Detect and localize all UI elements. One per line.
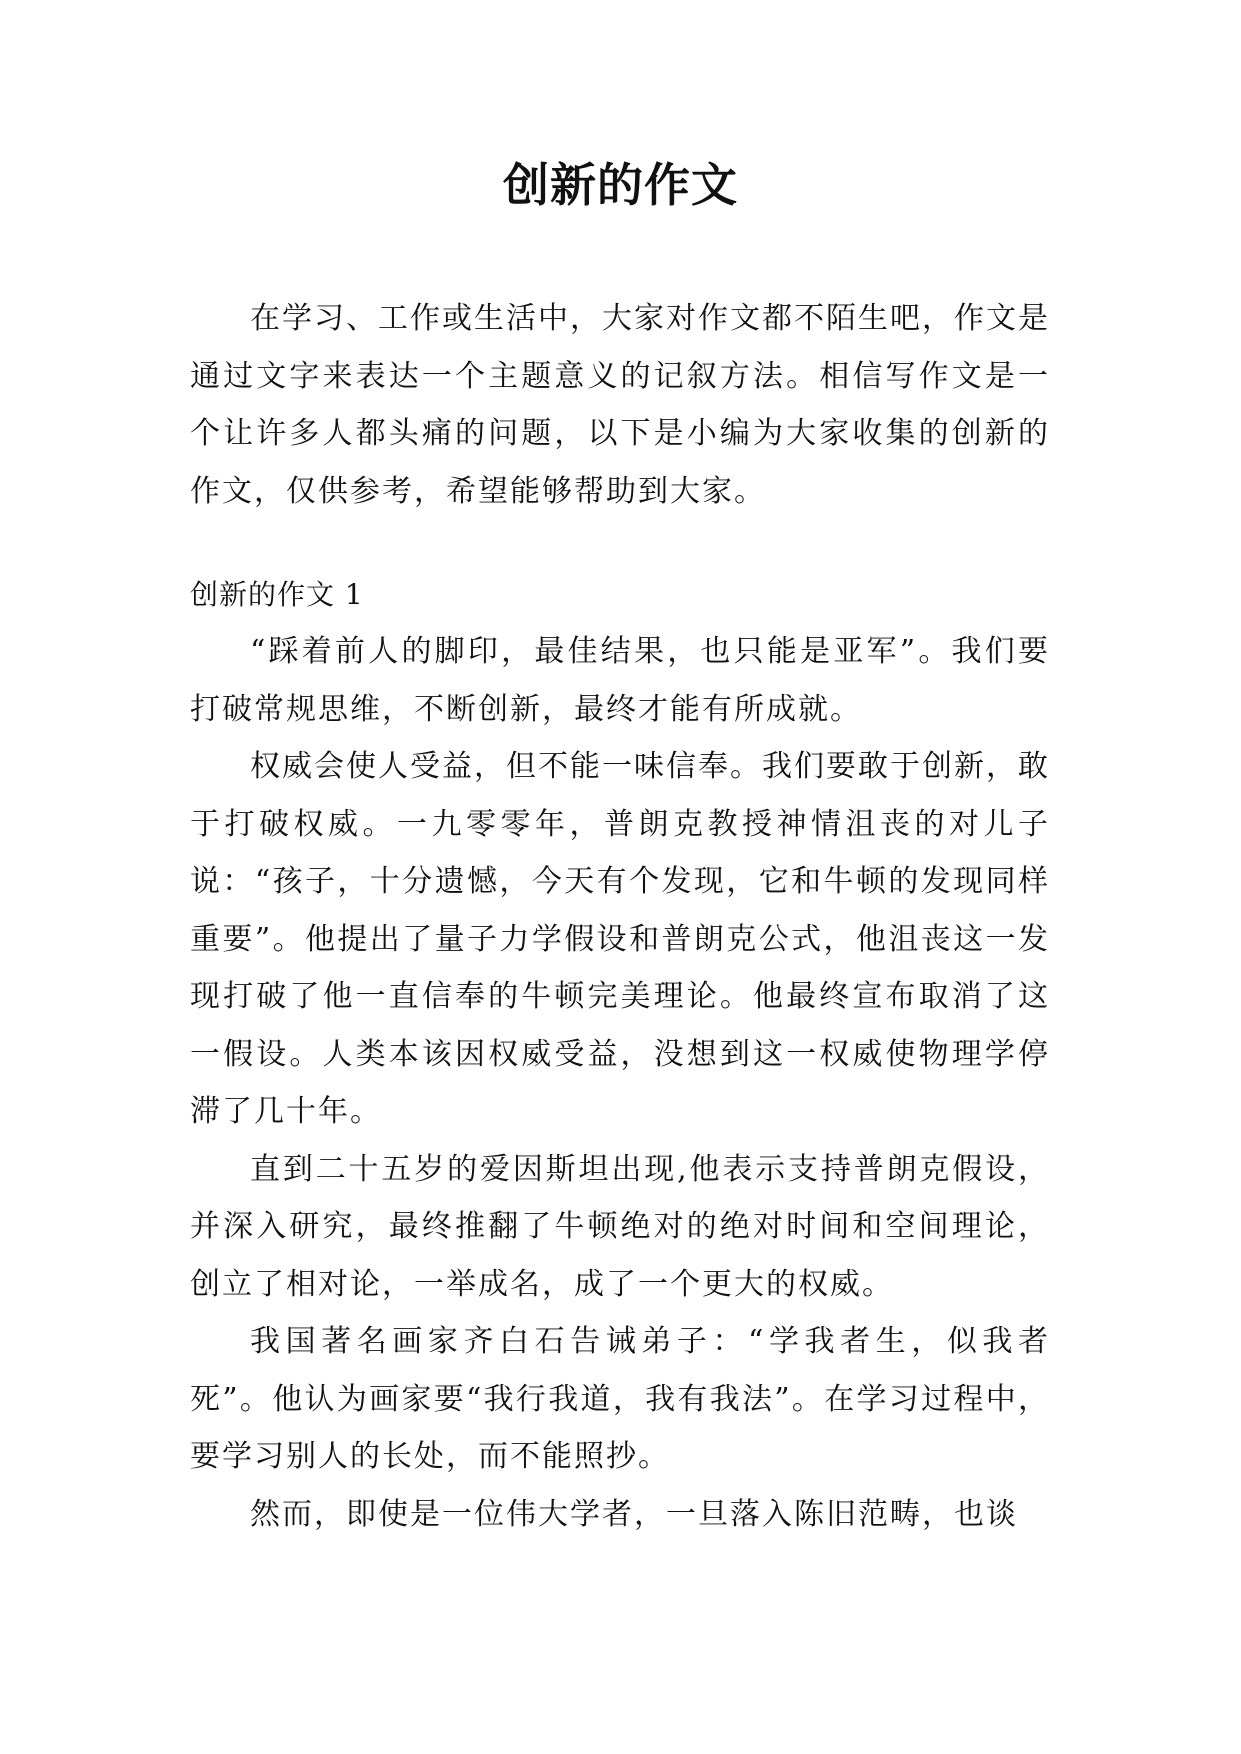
page-title: 创新的作文 — [503, 158, 738, 212]
section-heading: 创新的作文 1 — [190, 578, 364, 611]
intro-paragraph: 在学习、工作或生活中，大家对作文都不陌生吧，作文是通过文字来表达一个主题意义的记叙方法。相信写作文是一个让许多人都头痛的问题，以下是小编为大家收集的创新的作文，仅供参考，希望能够帮助到大家。 — [190, 301, 1050, 509]
body-paragraph: 权威会使人受益，但不能一味信奉。我们要敢于创新，敢于打破权威。一九零零年，普朗克教授神情沮丧的对儿子说：“孩子，十分遗憾，今天有个发现，它和牛顿的发现同样重要”。他提出了量子力学假设和普朗克公式，他沮丧这一发现打破了他一直信奉的牛顿完美理论。他最终宣布取消了这一假设。人类本该因权威受益，没想到这一权威使物理学停滞了几十年。 — [190, 749, 1050, 1129]
body-paragraph: 然而，即使是一位伟大学者，一旦落入陈旧范畴，也谈 — [250, 1496, 1018, 1532]
document-body — [190, 290, 1050, 1543]
body-paragraph: 我国著名画家齐白石告诫弟子：“学我者生，似我者死”。他认为画家要“我行我道，我有我法”。在学习过程中，要学习别人的长处，而不能照抄。 — [190, 1324, 1050, 1474]
body-paragraph: 直到二十五岁的爱因斯坦出现,他表示支持普朗克假设，并深入研究，最终推翻了牛顿绝对的绝对时间和空间理论，创立了相对论，一举成名，成了一个更大的权威。 — [190, 1151, 1050, 1302]
body-paragraph: “踩着前人的脚印，最佳结果，也只能是亚军”。我们要打破常规思维，不断创新，最终才能有所成就。 — [190, 634, 1050, 727]
